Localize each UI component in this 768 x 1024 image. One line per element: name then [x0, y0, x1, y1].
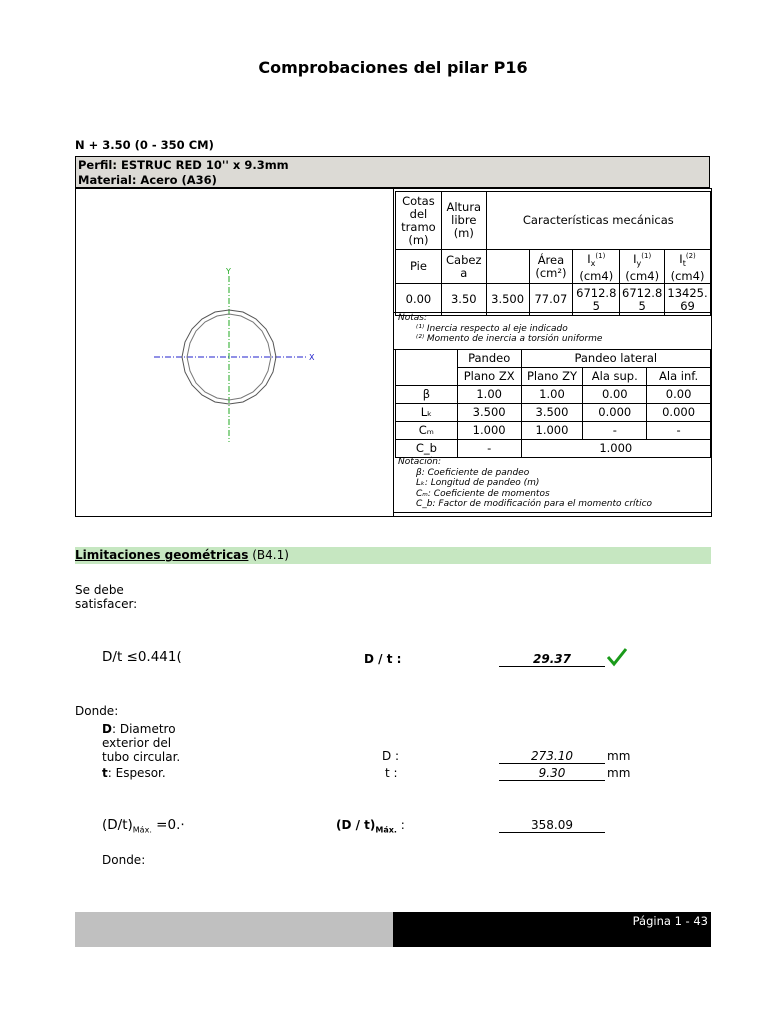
cell-cm-sup: - — [583, 422, 647, 440]
notation — [398, 457, 652, 510]
section-title: Limitaciones geométricas — [75, 548, 249, 562]
formula-dt: D/t ≤0.441( — [102, 649, 182, 665]
cell-iy: 6712.8 5 — [620, 284, 665, 316]
d-unit: mm — [607, 749, 631, 763]
label-dtmax-colon: : — [396, 818, 405, 832]
cell-lk-inf: 0.000 — [647, 404, 711, 422]
ix-symbol: I — [587, 251, 591, 266]
section-heading — [75, 547, 711, 564]
notation-cb: C_b: Factor de modificación para el momento crítico — [416, 499, 653, 509]
donde-label-2: Donde: — [102, 853, 146, 867]
cell-cb-pandeo: - — [457, 440, 521, 458]
value-dtmax: 358.09 — [499, 818, 605, 833]
cell-beta-zx: 1.00 — [457, 386, 521, 404]
subheader-area: Área (cm²) — [529, 250, 573, 284]
cell-beta-inf: 0.00 — [647, 386, 711, 404]
d-description — [102, 722, 192, 764]
row-label-cm: Cₘ — [396, 422, 458, 440]
t-desc-text: : Espesor. — [107, 766, 166, 780]
t-unit: mm — [607, 766, 631, 780]
d-label: D : — [382, 749, 400, 763]
label-dtmax-main: (D / t) — [336, 818, 376, 832]
formula-dtmax-sub: Máx. — [132, 825, 152, 835]
subheader-iy — [620, 250, 665, 284]
profile-name: Perfil: ESTRUC RED 10'' x 9.3mm — [78, 158, 289, 172]
mechanical-table — [395, 191, 711, 316]
buckling-corner — [396, 350, 458, 386]
d-symbol: D — [102, 722, 112, 736]
cell-altura: 3.500 — [486, 284, 529, 316]
page-title: Comprobaciones del pilar P16 — [258, 58, 528, 77]
label-dt: D / t : — [364, 652, 402, 666]
formula-dtmax-main: (D/t) — [102, 817, 133, 833]
header-caracteristicas: Características mecánicas — [486, 192, 710, 250]
ix-sup: (1) — [595, 252, 606, 260]
cell-lk-sup: 0.000 — [583, 404, 647, 422]
ix-sub: x — [590, 259, 596, 269]
t-value: 9.30 — [499, 766, 605, 781]
cell-lk-zx: 3.500 — [457, 404, 521, 422]
row-label-lk: Lₖ — [396, 404, 458, 422]
checkmark-icon — [607, 647, 627, 667]
subheader-it — [665, 250, 711, 284]
it-symbol: I — [679, 251, 683, 266]
formula-dtmax-rest: =0.⋅ — [151, 817, 185, 833]
notation-cm: Cₘ: Coeficiente de momentos — [416, 488, 550, 499]
section-ref: (B4.1) — [252, 548, 289, 562]
iy-sup: (1) — [641, 252, 652, 260]
cell-lk-zy: 3.500 — [521, 404, 583, 422]
footer-page-bar — [393, 912, 711, 947]
donde-label-1: Donde: — [75, 704, 119, 718]
t-label: t : — [385, 766, 398, 780]
cell-area: 77.07 — [529, 284, 573, 316]
cell-ix: 6712.8 5 — [573, 284, 620, 316]
level-label: N + 3.50 (0 - 350 CM) — [75, 138, 214, 152]
cell-cb-lateral: 1.000 — [521, 440, 710, 458]
it-sub: t — [682, 259, 686, 269]
header-pandeo-lateral: Pandeo lateral — [521, 350, 710, 368]
t-symbol: t — [102, 766, 108, 780]
subheader-empty — [486, 250, 529, 284]
cell-it: 13425. 69 — [665, 284, 711, 316]
cell-cm-inf: - — [647, 422, 711, 440]
value-dt: 29.37 — [499, 652, 605, 667]
notation-lk: Lₖ: Longitud de pandeo (m) — [416, 478, 540, 488]
subheader-ix — [573, 250, 620, 284]
profile-material: Material: Acero (A36) — [78, 173, 217, 187]
subheader-ala-inf: Ala inf. — [647, 368, 711, 386]
section-drawing — [150, 252, 315, 452]
header-altura: Altura libre (m) — [441, 192, 486, 250]
footer-left-bar — [75, 912, 393, 947]
subheader-plano-zy: Plano ZY — [521, 368, 583, 386]
subheader-pie: Pie — [396, 250, 442, 284]
it-sup: (2) — [685, 252, 696, 260]
profile-header — [75, 156, 710, 188]
header-pandeo: Pandeo — [457, 350, 521, 368]
row-label-beta: β — [396, 386, 458, 404]
row-label-cb: C_b — [396, 440, 458, 458]
t-description — [102, 766, 166, 780]
page-number: Página 1 - 43 — [632, 914, 708, 928]
label-dtmax-sub: Máx. — [375, 825, 397, 835]
iy-symbol: I — [633, 251, 637, 266]
notes — [398, 313, 602, 345]
cell-cabeza: 3.50 — [441, 284, 486, 316]
must-satisfy-text: Se debe satisfacer: — [75, 583, 138, 611]
cell-cm-zy: 1.000 — [521, 422, 583, 440]
notation-beta: β: Coeficiente de pandeo — [416, 467, 530, 478]
label-dtmax — [336, 818, 405, 837]
buckling-table — [395, 349, 711, 458]
note-1: ⁽¹⁾ Inercia respecto al eje indicado — [416, 323, 568, 334]
x-axis-label: X — [309, 353, 315, 362]
cell-pie: 0.00 — [396, 284, 442, 316]
cell-beta-sup: 0.00 — [583, 386, 647, 404]
it-unit: (cm4) — [670, 269, 705, 284]
y-axis-label: Y — [226, 267, 231, 276]
notation-title: Notación: — [398, 457, 441, 467]
iy-sub: y — [636, 259, 642, 269]
subheader-cabeza: Cabez a — [441, 250, 486, 284]
formula-dtmax — [102, 817, 185, 835]
ix-unit: (cm4) — [579, 269, 614, 284]
d-desc-text: : Diametro exterior del tubo circular. — [102, 722, 181, 764]
cell-cm-zx: 1.000 — [457, 422, 521, 440]
note-2: ⁽²⁾ Momento de inercia a torsión uniforme — [416, 334, 603, 344]
subheader-plano-zx: Plano ZX — [457, 368, 521, 386]
header-cotas: Cotas del tramo (m) — [396, 192, 442, 250]
iy-unit: (cm4) — [625, 269, 660, 284]
cell-beta-zy: 1.00 — [521, 386, 583, 404]
notes-title: Notas: — [398, 313, 428, 323]
d-value: 273.10 — [499, 749, 605, 764]
subheader-ala-sup: Ala sup. — [583, 368, 647, 386]
